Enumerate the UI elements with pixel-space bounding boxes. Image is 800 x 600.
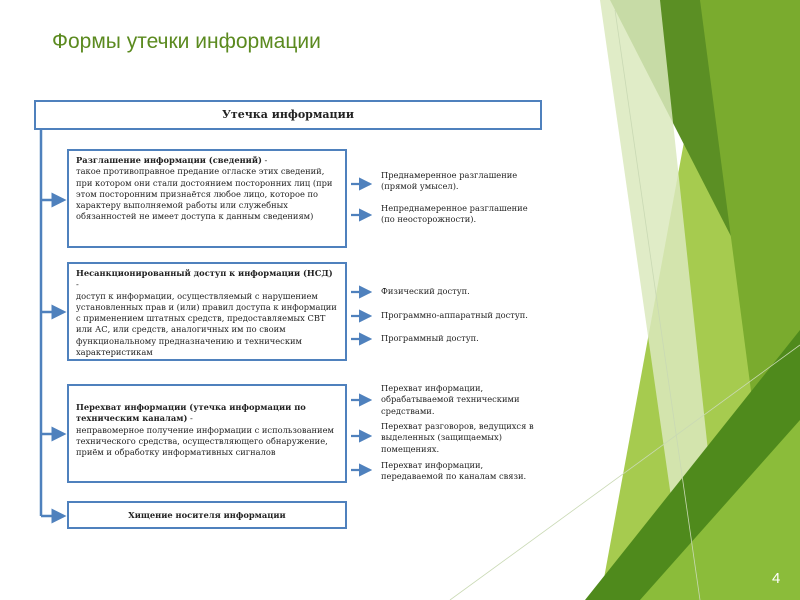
list-item: Перехват информации, передаваемой по каналам связи. <box>381 460 527 482</box>
category-title: Перехват информации (утечка информации по техническим каналам) <box>76 402 306 424</box>
category-description: такое противоправное предание огласке этих сведений, при котором они стали достоянием посторонних лиц (при этом посторонним признаётся любое лицо, которое по характеру выполняемой работы или служебных обязанностей не имеет доступа к данным сведениям) <box>76 166 333 222</box>
category-box-interception <box>67 384 347 483</box>
category-box-media-theft: Хищение носителя информации <box>67 501 347 529</box>
category-description: доступ к информации, осуществляемый с нарушением установленных прав и (или) правил доступа к информации с применением штатных средств, предоставляемых СВТ или АС, или средств, аналогичных им по своим функциональному предназначению и техническим характеристикам <box>76 290 337 358</box>
root-box: Утечка информации <box>34 100 542 130</box>
category-dash: - <box>187 413 193 424</box>
category-dash: - <box>261 155 268 165</box>
list-item: Физический доступ. <box>381 286 470 296</box>
page-number: 4 <box>772 570 781 587</box>
list-item: Программно-аппаратный доступ. <box>381 310 528 320</box>
category-dash: - <box>76 279 79 290</box>
category-title: Разглашение информации (сведений) <box>76 155 262 165</box>
list-item: Программный доступ. <box>381 333 479 343</box>
slide-title: Формы утечки информации <box>52 30 321 53</box>
category-title: Несанкционированный доступ к информации (НСД) <box>76 268 333 278</box>
list-item: Перехват информации, обрабатываемой техническими средствами. <box>381 383 520 416</box>
list-item: Преднамеренное разглашение (прямой умысел). <box>381 170 518 192</box>
list-item: Непреднамеренное разглашение (по неосторожности). <box>381 203 528 225</box>
category-description: неправомерное получение информации с использованием технического средства, осуществляющего обнаружение, приём и обработку информативных сигналов <box>76 424 334 458</box>
list-item: Перехват разговоров, ведущихся в выделенных (защищаемых) помещениях. <box>381 421 534 454</box>
category-box-disclosure <box>67 149 347 248</box>
category-box-unauthorized-access <box>67 262 347 361</box>
